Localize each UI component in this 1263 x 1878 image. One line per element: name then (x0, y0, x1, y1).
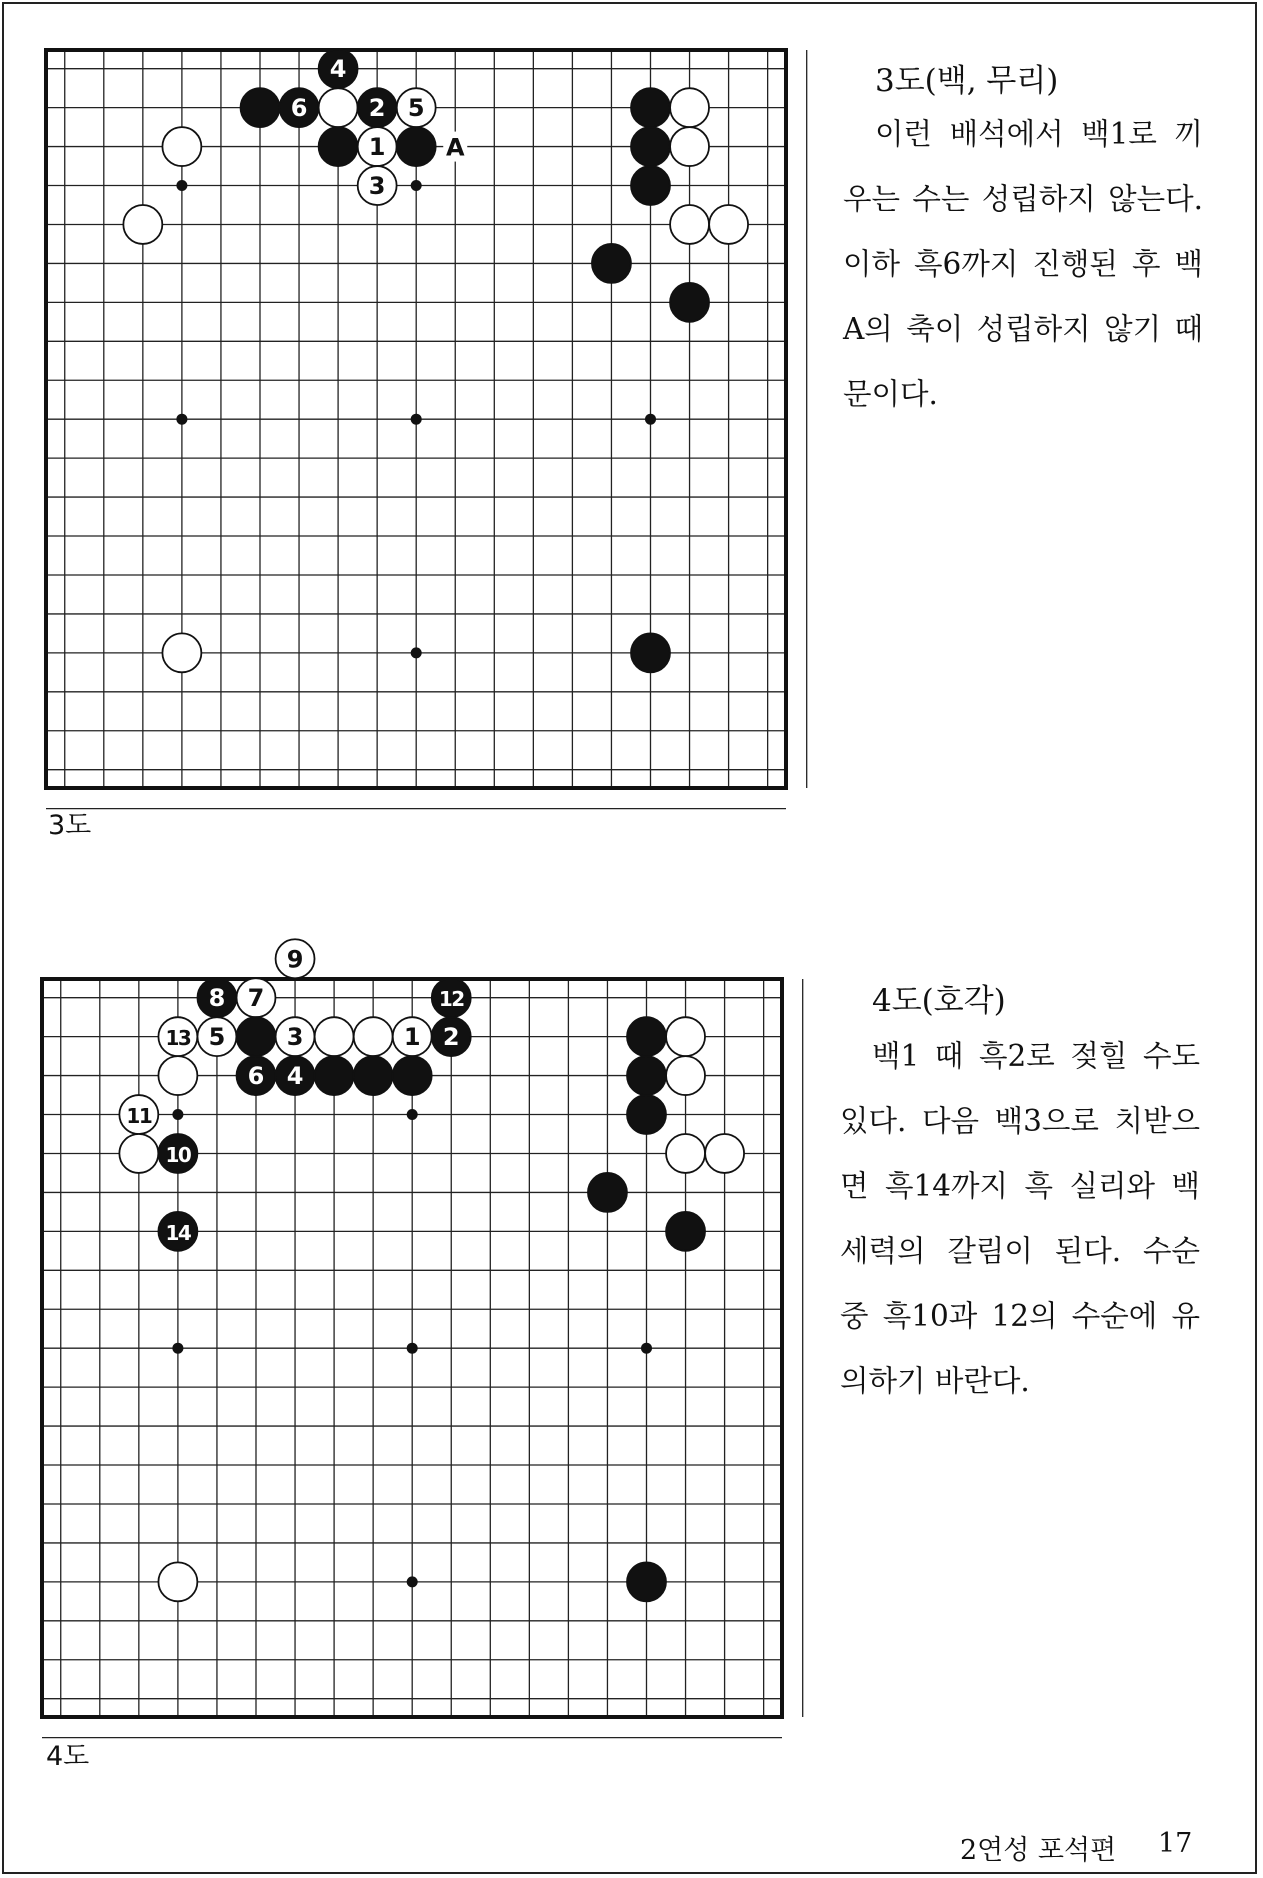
hoshi-point (172, 1109, 183, 1120)
black-stone (627, 1056, 666, 1095)
white-stone (158, 1562, 197, 1601)
white-stone (158, 1056, 197, 1095)
white-stone (666, 1017, 705, 1056)
black-stone (631, 88, 670, 127)
diagram-commentary: 백1 때 흑2로 젖힐 수도 있다. 다음 백3으로 치받으면 흑14까지 흑 실리와 백 세력의 갈림이 된다. 수순 중 흑10과 12의 수순에 유의하기 바란다. (840, 1039, 1200, 1398)
black-stone (627, 1095, 666, 1134)
stone-move-number: 6 (247, 1062, 265, 1091)
diagram-title: 4도(호각) (872, 983, 1006, 1019)
white-stone (670, 127, 709, 166)
black-stone (393, 1056, 432, 1095)
mask (24, 788, 808, 808)
white-stone (666, 1134, 705, 1173)
stone-move-number: 8 (208, 984, 226, 1013)
page-number: 17 (1158, 1828, 1193, 1859)
hoshi-point (407, 1576, 418, 1587)
black-stone (631, 127, 670, 166)
hoshi-point (411, 414, 422, 425)
hoshi-point (407, 1343, 418, 1354)
stone-move-number: 3 (286, 1023, 304, 1052)
diagram-caption: 4도 (46, 1741, 90, 1772)
go-board-diagram-3 (44, 48, 788, 790)
diagram-caption: 3도 (48, 810, 92, 841)
diagram-commentary: 이런 배석에서 백1로 끼우는 수는 성립하지 않는다. 이하 흑6까지 진행된 후 백A의 축이 성립하지 않기 때문이다. (843, 117, 1203, 411)
black-stone (631, 166, 670, 205)
hoshi-point (176, 180, 187, 191)
white-stone (162, 127, 201, 166)
black-stone (627, 1017, 666, 1056)
black-stone (588, 1173, 627, 1212)
white-stone (123, 205, 162, 244)
mask (786, 28, 806, 810)
black-stone (319, 127, 358, 166)
black-stone (627, 1562, 666, 1601)
black-stone (354, 1056, 393, 1095)
stone-move-number: 4 (329, 55, 347, 84)
black-stone (670, 283, 709, 322)
white-stone (705, 1134, 744, 1173)
hoshi-point (411, 180, 422, 191)
stone-move-number: 4 (286, 1062, 304, 1091)
stone-move-number: 1 (403, 1023, 421, 1052)
white-stone (709, 205, 748, 244)
black-stone (241, 88, 280, 127)
stone-move-number: 14 (165, 1220, 191, 1245)
mask (24, 28, 46, 810)
black-stone (631, 633, 670, 672)
stone-move-number: 5 (407, 94, 425, 123)
white-stone (670, 205, 709, 244)
hoshi-point (411, 647, 422, 658)
book-title: 2연성 포석편 (960, 1835, 1117, 1866)
black-stone (592, 244, 631, 283)
black-stone (315, 1056, 354, 1095)
mask (20, 957, 42, 1739)
black-stone (397, 127, 436, 166)
stone-move-number: 11 (126, 1104, 152, 1129)
mask (782, 957, 802, 1739)
black-stone (237, 1017, 276, 1056)
white-stone (162, 633, 201, 672)
stone-move-number: 2 (442, 1023, 460, 1052)
stone-move-number: 2 (368, 94, 386, 123)
stone-move-number: 9 (286, 945, 304, 974)
stone-move-number: 7 (247, 984, 265, 1013)
white-stone (670, 88, 709, 127)
mask (20, 957, 804, 979)
mask (20, 1717, 804, 1737)
white-stone (315, 1017, 354, 1056)
stone-move-number: 3 (368, 172, 386, 201)
white-stone (354, 1017, 393, 1056)
go-board-diagram-4 (40, 945, 784, 1719)
stone-move-number: 10 (165, 1142, 191, 1167)
stone-move-number: 1 (368, 133, 386, 162)
hoshi-point (407, 1109, 418, 1120)
diagram-title: 3도(백, 무리) (875, 63, 1059, 99)
white-stone (319, 88, 358, 127)
hoshi-point (176, 414, 187, 425)
stone-move-number: 6 (290, 94, 308, 123)
stone-move-number: 5 (208, 1023, 226, 1052)
hoshi-point (172, 1343, 183, 1354)
black-stone (666, 1212, 705, 1251)
white-stone (119, 1134, 158, 1173)
hoshi-point (645, 414, 656, 425)
white-stone (666, 1056, 705, 1095)
mask (24, 28, 808, 50)
board-letter-mark: A (445, 133, 465, 162)
hoshi-point (641, 1343, 652, 1354)
stone-move-number: 12 (438, 987, 464, 1012)
stone-move-number: 13 (165, 1026, 191, 1051)
